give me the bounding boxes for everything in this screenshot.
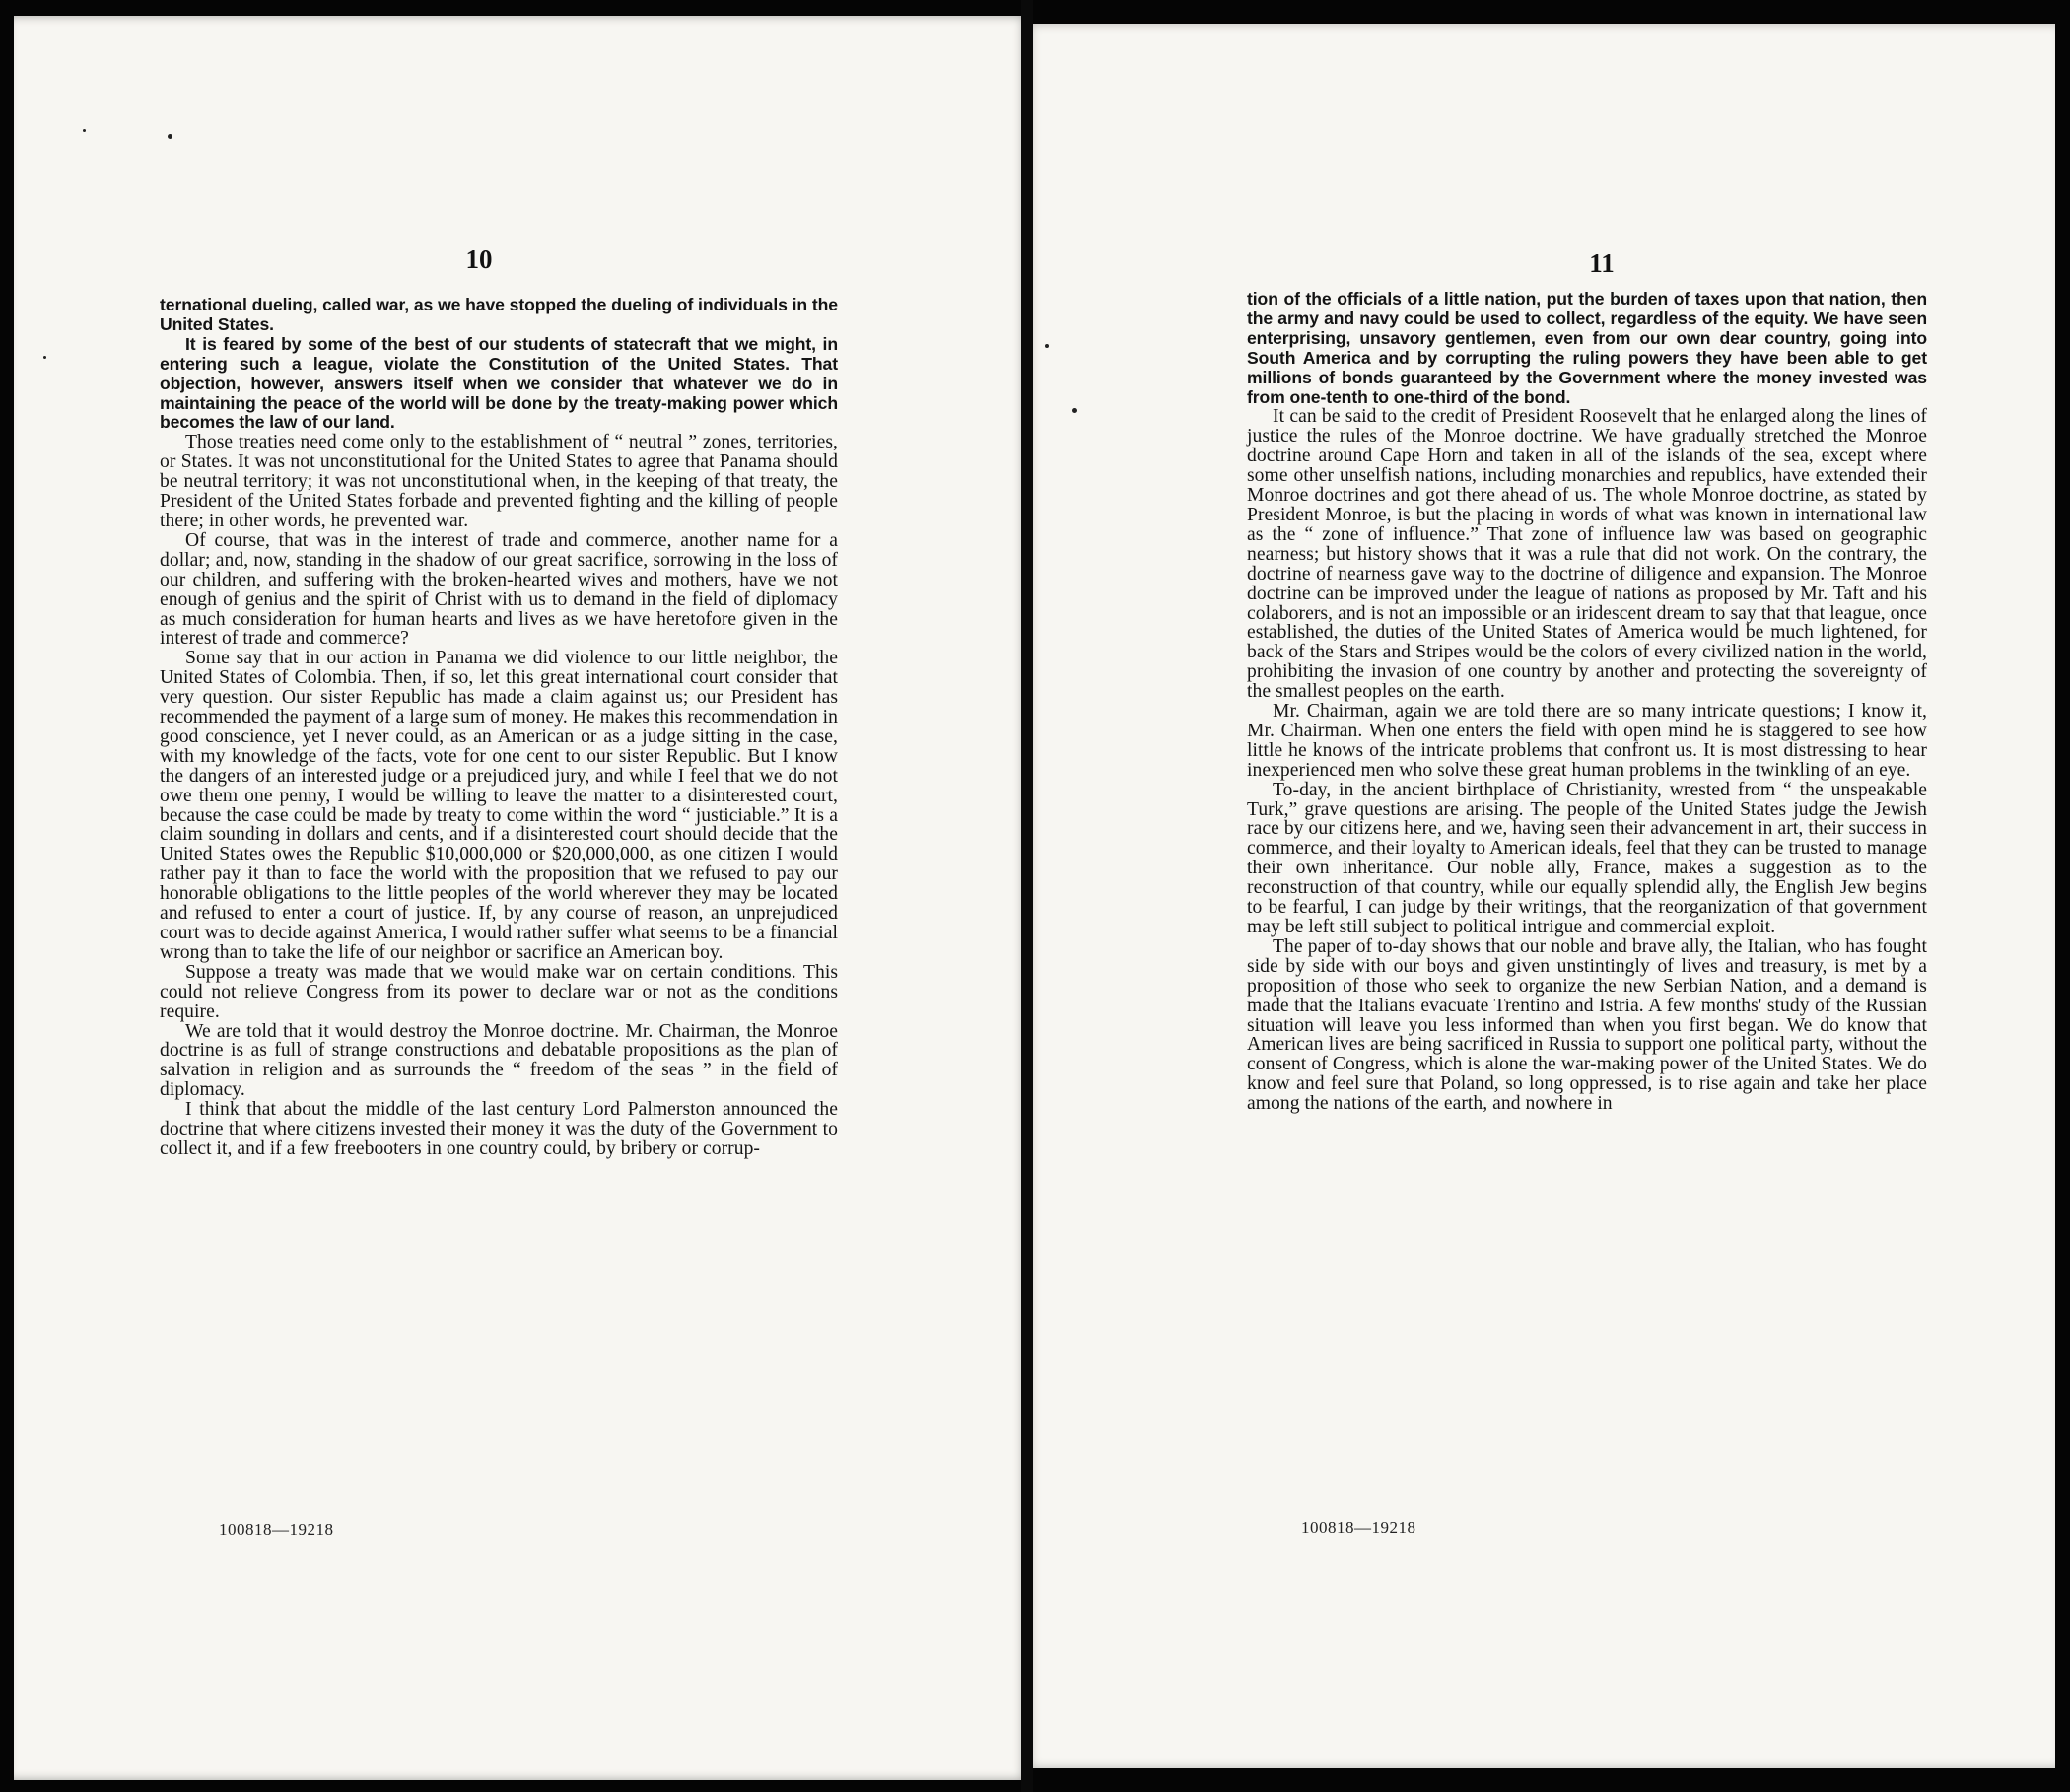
body-text <box>160 296 838 1159</box>
ink-speck <box>1045 344 1049 348</box>
book-gutter <box>1021 0 1033 1792</box>
paragraph: To-day, in the ancient birthplace of Christianity, wrested from “ the unspeakable Turk,” grave questions are arising. The people of the United States judge the Jewish race by our citizens here, and we, having seen their advancement in art, their success in commerce, and their loyalty to American ideals, feel that they can be trusted to manage their own inheritance. Our noble ally, France, makes a suggestion as to the reconstruction of that country, while our equally splendid ally, the English Jew begins to be fearful, I can judge by their writings, that the reorganization of that government may be left still subject to political intrigue and commercial exploit. <box>1247 779 1927 937</box>
left-page <box>14 16 1029 1780</box>
paragraph: Some say that in our action in Panama we did violence to our little neighbor, the United States of Colombia. Then, if so, let this great international court consider that very question. Our sister Republic has made a claim against us; our President has recommended the payment of a large sum of money. He makes this recommendation in good conscience, yet I never could, as an American or as a judge sitting in the case, with my knowledge of the facts, vote for one cent to our sister Republic. But I know the dangers of an interested judge or a prejudiced jury, and while I feel that we do not owe them one penny, I would be willing to leave the matter to a disinterested court, because the case could be made by treaty to come within the word “ justiciable.” It is a claim sounding in dollars and cents, and if a disinterested court should decide that the United States owes the Republic $10,000,000 or $20,000,000, as one citizen I would rather pay it than to face the world with the proposition that we refused to pay our honorable obligations to the little peoples of the world wherever they may be located and refused to enter a court of justice. If, by any course of reason, an unprejudiced court was to decide against America, I would rather suffer what seems to be a financial wrong than to take the life of our neighbor or sacrifice an American boy. <box>160 648 838 963</box>
paragraph: Mr. Chairman, again we are told there are so many intricate questions; I know it, Mr. Chairman. When one enters the field with open mind he is staggered to see how little he knows of the intricate problems that confront us. It is most distressing to hear inexperienced men who solve these great human problems in the twinkling of an eye. <box>1247 701 1927 781</box>
paragraph: It can be said to the credit of President Roosevelt that he enlarged along the lines of justice the rules of the Monroe doctrine. We have gradually stretched the Monroe doctrine around Cape Horn and taken in all of the islands of the sea, except where some other unselfish nations, including monarchies and republics, have extended their Monroe doctrines and got there ahead of us. The whole Monroe doctrine, as stated by President Monroe, is but the placing in words of what was known in international law as the “ zone of influence.” That zone of influence law was based on geographic nearness; but history shows that it was a rule that did not work. On the contrary, the doctrine of nearness gave way to the doctrine of diligence and expansion. The Monroe doctrine can be improved under the league of nations as proposed by Mr. Taft and his colaborers, and is not an impossible or an iridescent dream to say that that league, once established, the duties of the United States of America would be much lightened, for back of the Stars and Stripes would be the colors of every civilized nation in the world, prohibiting the invasion of one country by another and protecting the sovereignty of the smallest peoples on the earth. <box>1247 406 1927 703</box>
paragraph: Of course, that was in the interest of trade and commerce, another name for a dollar; and, now, standing in the shadow of our great sacrifice, sorrowing in the loss of our children, and suffering with the broken-hearted wives and mothers, have we not enough of genius and the spirit of Christ with us to demand in the field of diplomacy as much consideration for human hearts and lives as we have heretofore given in the interest of trade and commerce? <box>160 529 838 650</box>
ink-speck <box>1072 408 1077 413</box>
paragraph: Suppose a treaty was made that we would make war on certain conditions. This could not relieve Congress from its power to declare war or not as the conditions require. <box>160 961 838 1022</box>
print-code: 100818—19218 <box>1301 1518 1416 1537</box>
ink-speck <box>83 129 86 132</box>
body-text <box>1247 290 1927 1114</box>
paragraph: It is feared by some of the best of our students of statecraft that we might, in entering such a league, violate the Constitution of the United States. That objection, however, answers itself when we consider that whatever we do in maintaining the peace of the world will be done by the treaty-making power which becomes the law of our land. <box>160 333 838 433</box>
paragraph: ternational dueling, called war, as we have stopped the dueling of individuals in the United States. <box>160 295 838 334</box>
ink-speck <box>43 356 46 359</box>
paragraph: We are told that it would destroy the Monroe doctrine. Mr. Chairman, the Monroe doctrine is as full of strange constructions and debatable propositions as the plan of salvation in religion and as surrounds the “ freedom of the seas ” in the field of diplomacy. <box>160 1020 838 1101</box>
paragraph: I think that about the middle of the last century Lord Palmerston announced the doctrine that where citizens invested their money it was the duty of the Government to collect it, and if a few freebooters in one country could, by bribery or corrup- <box>160 1099 838 1159</box>
paragraph: Those treaties need come only to the establishment of “ neutral ” zones, territories, or States. It was not unconstitutional for the United States to agree that Panama should be neutral territory; it was not unconstitutional when, in the keeping of that treaty, the President of the United States forbade and prevented fighting and the killing of people there; in other words, he prevented war. <box>160 432 838 531</box>
paragraph: The paper of to-day shows that our noble and brave ally, the Italian, who has fought side by side with our boys and given unstintingly of lives and treasury, is met by a proposition of those who seek to organize the new Serbian Nation, and a demand is made that the Italians evacuate Trentino and Istria. A few months' study of the Russian situation will leave you less informed than when you first began. We do know that American lives are being sacrificed in Russia to support one political party, without the consent of Congress, which is alone the war-making power of the United States. We do know and feel sure that Poland, so long oppressed, is to rise again and take her place among the nations of the earth, and nowhere in <box>1247 935 1927 1115</box>
right-page <box>1025 24 2055 1768</box>
page-number: 11 <box>1589 248 1615 278</box>
print-code: 100818—19218 <box>219 1520 334 1539</box>
paragraph: tion of the officials of a little nation, put the burden of taxes upon that nation, then the army and navy could be used to collect, regardless of the equity. We have seen enterprising, unsavory gentlemen, even from our own dear country, going into South America and by corrupting the ruling powers they have been able to get millions of bonds guaranteed by the Government where the money invested was from one-tenth to one-third of the bond. <box>1247 289 1927 407</box>
page-number: 10 <box>465 244 493 274</box>
ink-speck <box>168 134 172 139</box>
